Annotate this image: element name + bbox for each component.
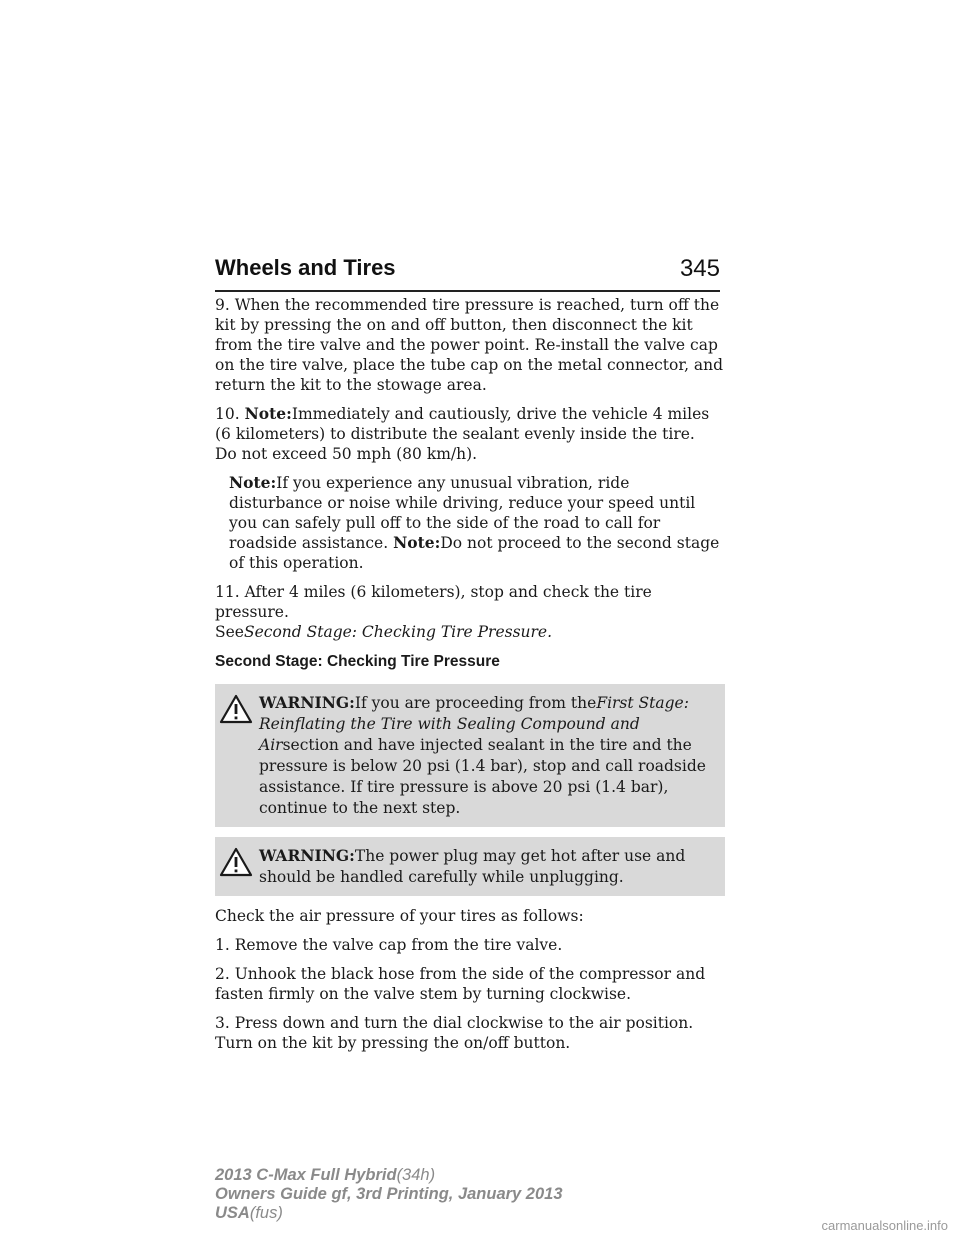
watermark: carmanualsonline.info bbox=[821, 1218, 948, 1233]
footer-printing: Owners Guide gf, 3rd Printing, January 2013 bbox=[215, 1185, 563, 1203]
header-rule bbox=[215, 290, 720, 292]
step-9: 9. When the recommended tire pressure is reached, turn off the kit by pressing the on and off button, then disconnect the kit from the tire valve and the power point. Re-install the valve cap on the tire valve, place the tube cap on the metal connector, and return the kit to the stowage area. bbox=[215, 296, 724, 394]
check-step-2: 2. Unhook the black hose from the side of the compressor and fasten firmly on the valve stem by turning clockwise. bbox=[215, 965, 706, 1003]
page-header bbox=[215, 255, 720, 289]
check-step-3: 3. Press down and turn the dial clockwise to the air position. Turn on the kit by pressing the on/off button. bbox=[215, 1014, 694, 1052]
warning-box-2: WARNING:The power plug may get hot after use and should be handled carefully while unplugging. bbox=[215, 837, 725, 896]
page-footer bbox=[215, 1166, 563, 1223]
step-11: 11. After 4 miles (6 kilometers), stop and check the tire pressure. SeeSecond Stage: Checking Tire Pressure. bbox=[215, 583, 652, 641]
check-step-1: 1. Remove the valve cap from the tire valve. bbox=[215, 936, 563, 954]
step-10: 10. Note:Immediately and cautiously, drive the vehicle 4 miles (6 kilometers) to distribute the sealant evenly inside the tire. Do not exceed 50 mph (80 km/h). bbox=[215, 404, 710, 463]
check-intro: Check the air pressure of your tires as follows: bbox=[215, 907, 584, 925]
section-heading: Second Stage: Checking Tire Pressure bbox=[215, 653, 500, 670]
footer-region: USA(fus) bbox=[215, 1204, 283, 1222]
page-content bbox=[215, 295, 725, 1062]
warning-triangle-icon bbox=[219, 847, 253, 877]
page-number: 345 bbox=[679, 255, 720, 282]
warning-box-1: WARNING:If you are proceeding from theFirst Stage: Reinflating the Tire with Sealing Compound and Airsection and have injected sealant in the tire and the pressure is below 20 psi (1.4 bar), stop and call roadside assistance. If tire pressure is above 20 psi (1.4 bar), continue to the next step. bbox=[215, 684, 725, 827]
warning-reference: First Stage: Reinflating the Tire with Sealing Compound and Air bbox=[259, 694, 689, 754]
footer-model: 2013 C-Max Full Hybrid(34h) bbox=[215, 1166, 436, 1184]
page-title: Wheels and Tires bbox=[215, 255, 396, 280]
note-block: Note:If you experience any unusual vibration, ride disturbance or noise while driving, reduce your speed until you can safely pull off to the side of the road to call for roadside assistance. Note:Do not proceed to the second stage of this operation. bbox=[229, 473, 720, 572]
cross-reference-link[interactable]: Second Stage: Checking Tire Pressure. bbox=[243, 623, 553, 641]
warning-triangle-icon bbox=[219, 694, 253, 724]
